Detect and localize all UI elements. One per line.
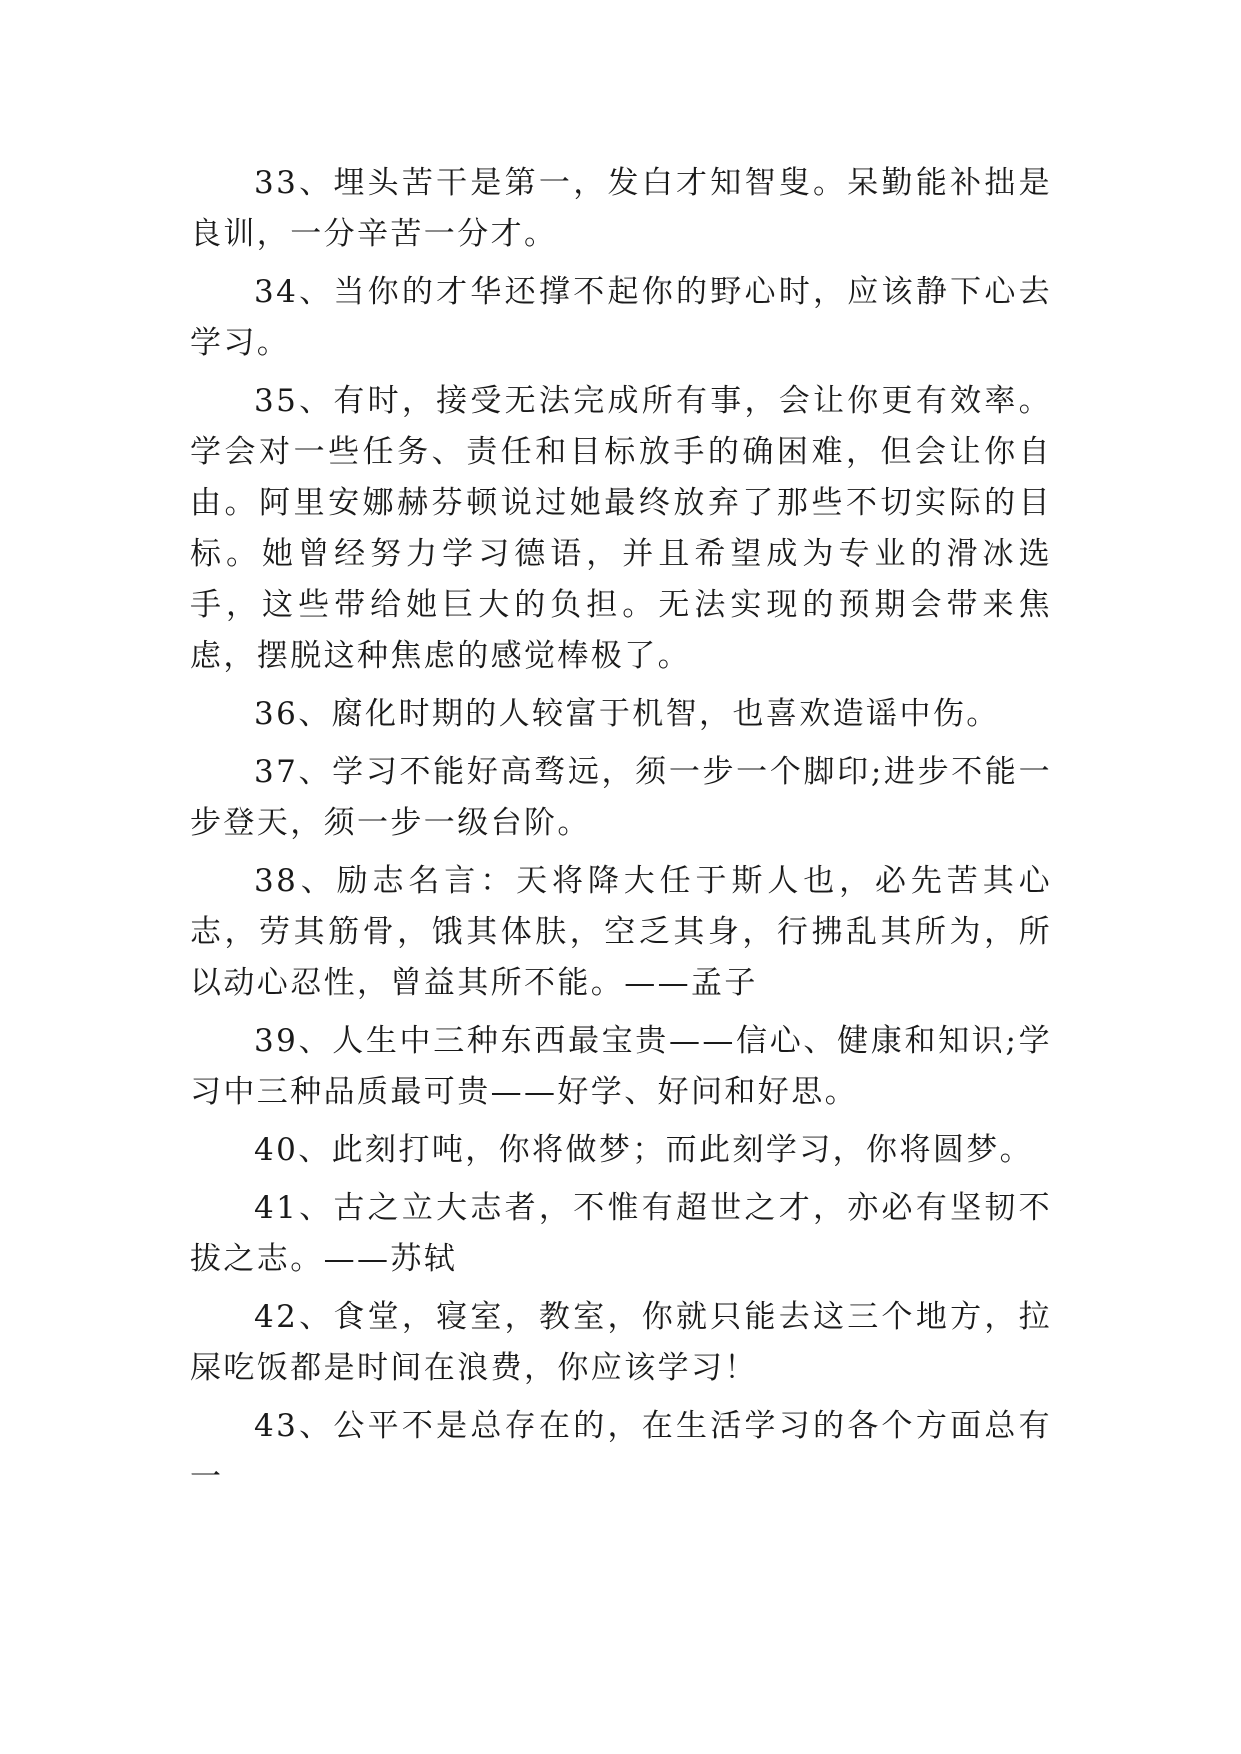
- paragraph-43: 43、公平不是总存在的，在生活学习的各个方面总有一: [190, 1408, 1052, 1495]
- paragraph-39: 39、人生中三种东西最宝贵——信心、健康和知识;学习中三种品质最可贵——好学、好问和好思。: [190, 1023, 1052, 1110]
- paragraph-41: 41、古之立大志者，不惟有超世之才，亦必有坚韧不拔之志。——苏轼: [190, 1190, 1052, 1277]
- paragraph-33: 33、埋头苦干是第一，发白才知智叟。呆勤能补拙是良训，一分辛苦一分才。: [190, 165, 1052, 252]
- paragraph-36: 36、腐化时期的人较富于机智，也喜欢造谣中伤。: [254, 696, 1000, 732]
- paragraph-35: 35、有时，接受无法完成所有事，会让你更有效率。学会对一些任务、责任和目标放手的确困难，但会让你自由。阿里安娜赫芬顿说过她最终放弃了那些不切实际的目标。她曾经努力学习德语，并且希望成为专业的滑冰选手，这些带给她巨大的负担。无法实现的预期会带来焦虑，摆脱这种焦虑的感觉棒极了。: [190, 383, 1052, 674]
- paragraph-42: 42、食堂，寝室，教室，你就只能去这三个地方，拉屎吃饭都是时间在浪费，你应该学习！: [190, 1299, 1052, 1386]
- paragraph-34: 34、当你的才华还撑不起你的野心时，应该静下心去学习。: [190, 274, 1052, 361]
- document-body: [190, 158, 1052, 1510]
- paragraph-38: 38、励志名言：天将降大任于斯人也，必先苦其心志，劳其筋骨，饿其体肤，空乏其身，行拂乱其所为，所以动心忍性，曾益其所不能。——孟子: [190, 863, 1052, 1001]
- paragraph-37: 37、学习不能好高骛远，须一步一个脚印;进步不能一步登天，须一步一级台阶。: [190, 754, 1052, 841]
- paragraph-40: 40、此刻打吨，你将做梦；而此刻学习，你将圆梦。: [254, 1132, 1034, 1168]
